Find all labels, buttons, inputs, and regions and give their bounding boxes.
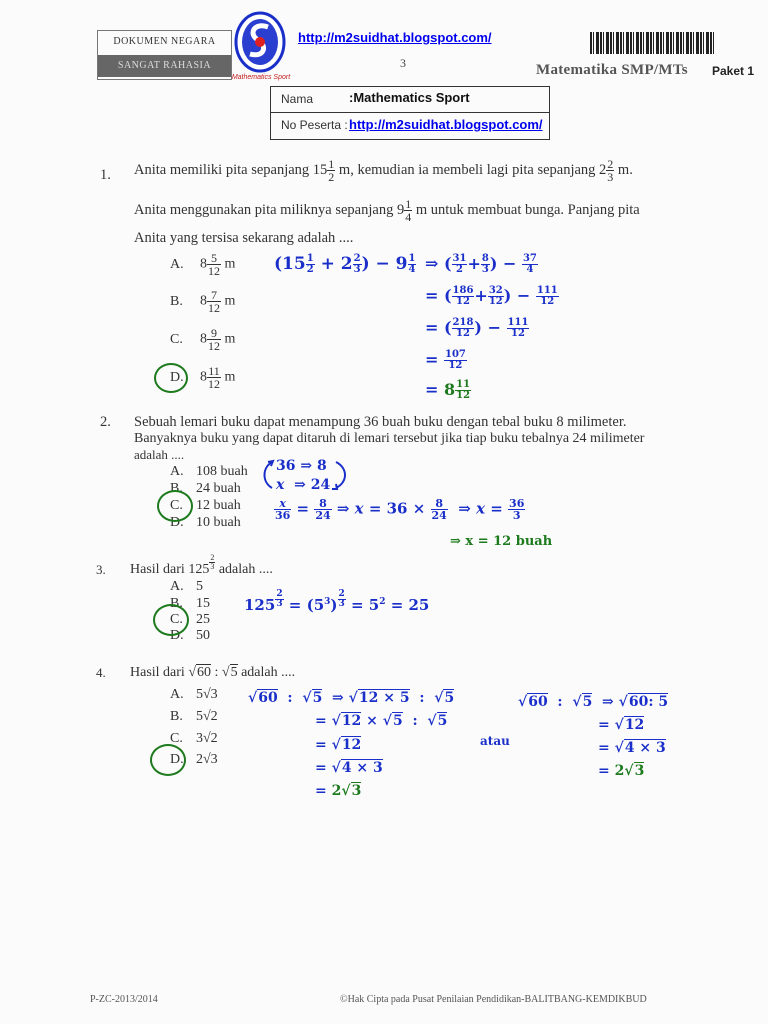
q1-solution-step3: = ( $\frac{186}{12}$ + $\frac{32}{12}$ ) − $\frac{111}{12}$: [425, 285, 558, 307]
doc-bottom-label: SANGAT RAHASIA: [98, 55, 231, 77]
participant-id-box: [270, 86, 550, 140]
q1-line2: [134, 198, 640, 223]
q1-line2-part-a: Anita menggunakan pita miliknya sepanjang 9: [134, 201, 405, 218]
fraction: $\frac{2}{3}$: [607, 157, 614, 184]
option-label: B.: [170, 293, 183, 309]
result-value: 2√3: [331, 783, 362, 799]
option-text: 15: [196, 596, 210, 611]
q4-solution-result: = 2√3: [315, 783, 362, 799]
paket-label: Paket 1: [712, 64, 755, 78]
nama-value: :Mathematics Sport: [349, 90, 470, 105]
q4-number: 4.: [96, 665, 106, 680]
fraction: $\frac{11}{12}$: [456, 379, 471, 401]
q4-solution-step1: √60 : √5 ⇒ √12 × 5 : √5: [248, 690, 455, 706]
q3-option-a[interactable]: [170, 579, 203, 595]
option-label: C.: [170, 612, 183, 627]
fraction: $\frac{1}{2}$: [328, 157, 335, 184]
q2-solution-equation: $\frac{x}{36}$ = $\frac{8}{24}$ ⇒ x = 36 × $\frac{8}{24}$ ⇒ x = $\frac{36}{3}$: [275, 497, 525, 522]
q4-solution-step3: = √12: [315, 737, 362, 753]
q2-number: 2.: [100, 414, 111, 430]
q1-solution-result: [425, 380, 471, 401]
q2-solution-result: ⇒ x = 12 buah: [450, 534, 553, 549]
option-label: A.: [170, 256, 184, 272]
q1-solution-step1: (15 $\frac{1}{2}$ + 2 $\frac{2}{3}$ ) − 9 $\frac{1}{4}$: [274, 253, 416, 275]
option-text: 3√2: [196, 731, 218, 746]
option-whole: 8: [200, 293, 207, 309]
option-unit: m: [224, 369, 236, 385]
q4-option-c[interactable]: [170, 731, 218, 747]
nama-label: Nama: [281, 92, 314, 106]
q1-option-c[interactable]: [170, 327, 235, 352]
q2-option-a[interactable]: [170, 464, 248, 480]
q2-answer-circle: [157, 490, 193, 522]
option-label: C.: [170, 731, 183, 746]
option-text: 5√2: [196, 709, 218, 724]
q1-answer-circle: [154, 363, 188, 393]
q4-alt-step2: = √12: [598, 717, 645, 733]
q1-solution-step4: = ( $\frac{218}{12}$ ) − $\frac{111}{12}$: [425, 317, 529, 339]
option-text: 24 buah: [196, 481, 241, 496]
fraction-exponent: 2 3: [210, 553, 215, 571]
q2-proportion-row1: 36 ⇒ 8: [276, 458, 327, 474]
option-whole: 8: [200, 331, 207, 347]
q3-answer-circle: [153, 604, 189, 636]
option-label: B.: [170, 481, 183, 496]
q4-stem: [130, 665, 295, 681]
fraction: $\frac{111}{12}$: [536, 285, 558, 307]
q2-proportion-row2: x ⇒ 24: [276, 477, 331, 493]
option-label: B.: [170, 596, 183, 611]
page-number: 3: [400, 56, 406, 70]
option-text: 50: [196, 628, 210, 643]
fraction: $\frac{186}{12}$: [452, 285, 474, 307]
q4-stem-expression: √60 : √5: [188, 665, 238, 680]
fraction: $\frac{1}{4}$: [405, 197, 412, 224]
footer-code: P-ZC-2013/2014: [90, 994, 158, 1005]
equals-sign: =: [425, 380, 444, 399]
fraction: $\frac{9}{12}$: [208, 326, 220, 353]
q1-line2-part-b: m untuk membuat bunga. Panjang pita: [415, 201, 640, 218]
fraction: $\frac{5}{12}$: [208, 251, 220, 278]
fraction: $\frac{37}{4}$: [522, 253, 537, 275]
q1-line3: Anita yang tersisa sekarang adalah ....: [134, 230, 354, 246]
q1-line1-part-b: m, kemudian ia membeli lagi pita sepanjang 2: [338, 161, 607, 178]
result-value: 2√3: [614, 763, 645, 779]
q1-solution-step5: = $\frac{107}{12}$: [425, 349, 466, 371]
option-label: D.: [170, 752, 184, 767]
q4-option-b[interactable]: [170, 709, 218, 725]
option-unit: m: [224, 331, 236, 347]
option-text: 12 buah: [196, 498, 241, 513]
result-value: 8 $\frac{11}{12}$: [443, 379, 471, 401]
q1-option-a[interactable]: [170, 252, 235, 277]
q4-answer-circle: [150, 744, 186, 776]
q4-alt-result: = 2√3: [598, 763, 645, 779]
option-label: A.: [170, 464, 184, 479]
fraction: $\frac{36}{3}$: [509, 497, 525, 522]
fraction: $\frac{107}{12}$: [444, 349, 466, 371]
option-label: C.: [170, 498, 183, 513]
fraction: $\frac{1}{2}$: [306, 253, 314, 275]
doc-top-label: DOKUMEN NEGARA: [113, 36, 216, 47]
fraction: $\frac{11}{12}$: [208, 364, 220, 391]
q2-line3: adalah ....: [134, 447, 185, 462]
q4-alt-step1: √60 : √5 ⇒ √60: 5: [518, 694, 669, 710]
fraction-exponent: 2 3: [276, 589, 283, 609]
option-label: B.: [170, 709, 183, 724]
document-classification-box: [97, 30, 232, 80]
option-text: 10 buah: [196, 515, 241, 530]
barcode: [590, 32, 716, 54]
subject-title: Matematika SMP/MTs: [536, 62, 688, 78]
option-label: A.: [170, 687, 184, 702]
option-label: C.: [170, 331, 183, 347]
q1-line1: [134, 158, 633, 183]
peserta-label: No Peserta :: [281, 118, 348, 132]
q4-stem-part-b: adalah ....: [241, 665, 296, 680]
fraction: $\frac{7}{12}$: [208, 288, 220, 315]
fraction: $\frac{8}{3}$: [481, 253, 489, 275]
option-text: 5: [196, 579, 203, 594]
option-whole: 8: [200, 369, 207, 385]
id-box-divider: [271, 112, 549, 113]
logo-caption: Mathematics Sport: [231, 74, 291, 81]
option-label: D.: [170, 628, 184, 643]
option-text: 108 buah: [196, 464, 248, 479]
q3-number: 3.: [96, 562, 106, 577]
option-text: 5√3: [196, 687, 218, 702]
peserta-link[interactable]: http://m2suidhat.blogspot.com/: [349, 117, 543, 132]
option-label: A.: [170, 579, 184, 594]
option-text: 2√3: [196, 752, 218, 767]
fraction: $\frac{32}{12}$: [488, 285, 503, 307]
fraction: $\frac{8}{24}$: [431, 497, 447, 522]
fraction: $\frac{31}{2}$: [452, 253, 467, 275]
fraction: $\frac{x}{36}$: [275, 497, 291, 522]
fraction: $\frac{218}{12}$: [452, 317, 474, 339]
q4-alt-step3: = √4 × 3: [598, 740, 666, 756]
q3-stem: [130, 553, 273, 579]
q4-option-a[interactable]: [170, 687, 218, 703]
fraction: $\frac{2}{3}$: [353, 253, 361, 275]
option-whole: 8: [200, 256, 207, 272]
option-text: 25: [196, 612, 210, 627]
q3-stem-part-a: Hasil dari 125: [130, 562, 210, 577]
q1-number: 1.: [100, 167, 111, 183]
option-label: D.: [170, 515, 184, 530]
fraction: $\frac{111}{12}$: [507, 317, 529, 339]
q4-stem-part-a: Hasil dari: [130, 665, 185, 680]
q4-atau-label: atau: [480, 734, 510, 748]
fraction: $\frac{1}{4}$: [408, 253, 416, 275]
q4-solution-step4: = √4 × 3: [315, 760, 383, 776]
header-url-link[interactable]: http://m2suidhat.blogspot.com/: [298, 30, 492, 45]
option-unit: m: [224, 293, 236, 309]
mathematics-sport-logo: [231, 10, 291, 86]
q1-solution-step2: ⇒ ( $\frac{31}{2}$ + $\frac{8}{3}$ ) − $\frac{37}{4}$: [425, 253, 537, 275]
q2-line1: Sebuah lemari buku dapat menampung 36 buah buku dengan tebal buku 8 milimeter.: [134, 414, 627, 430]
q3-stem-part-b: adalah ....: [218, 562, 273, 577]
q2-line2: Banyaknya buku yang dapat ditaruh di lemari tersebut jika tiap buku tebalnya 24 milimeter: [134, 431, 645, 446]
q1-option-b[interactable]: [170, 289, 235, 314]
fraction: $\frac{8}{24}$: [315, 497, 331, 522]
q1-line1-part-c: m.: [617, 161, 633, 178]
option-unit: m: [224, 256, 236, 272]
fraction-exponent: 2 3: [338, 589, 345, 609]
q4-solution-step2: = √12 × √5 : √5: [315, 713, 448, 729]
q1-line1-part-a: Anita memiliki pita sepanjang 15: [134, 161, 328, 178]
footer-copyright: ©Hak Cipta pada Pusat Penilaian Pendidikan-BALITBANG-KEMDIKBUD: [340, 994, 647, 1005]
q3-solution: 125 $^{\frac{2}{3}}$ = $(5^3)$ $^{\frac{2}{3}}$ = $5^2 = 25$: [244, 589, 430, 614]
option-label: D.: [170, 369, 184, 385]
